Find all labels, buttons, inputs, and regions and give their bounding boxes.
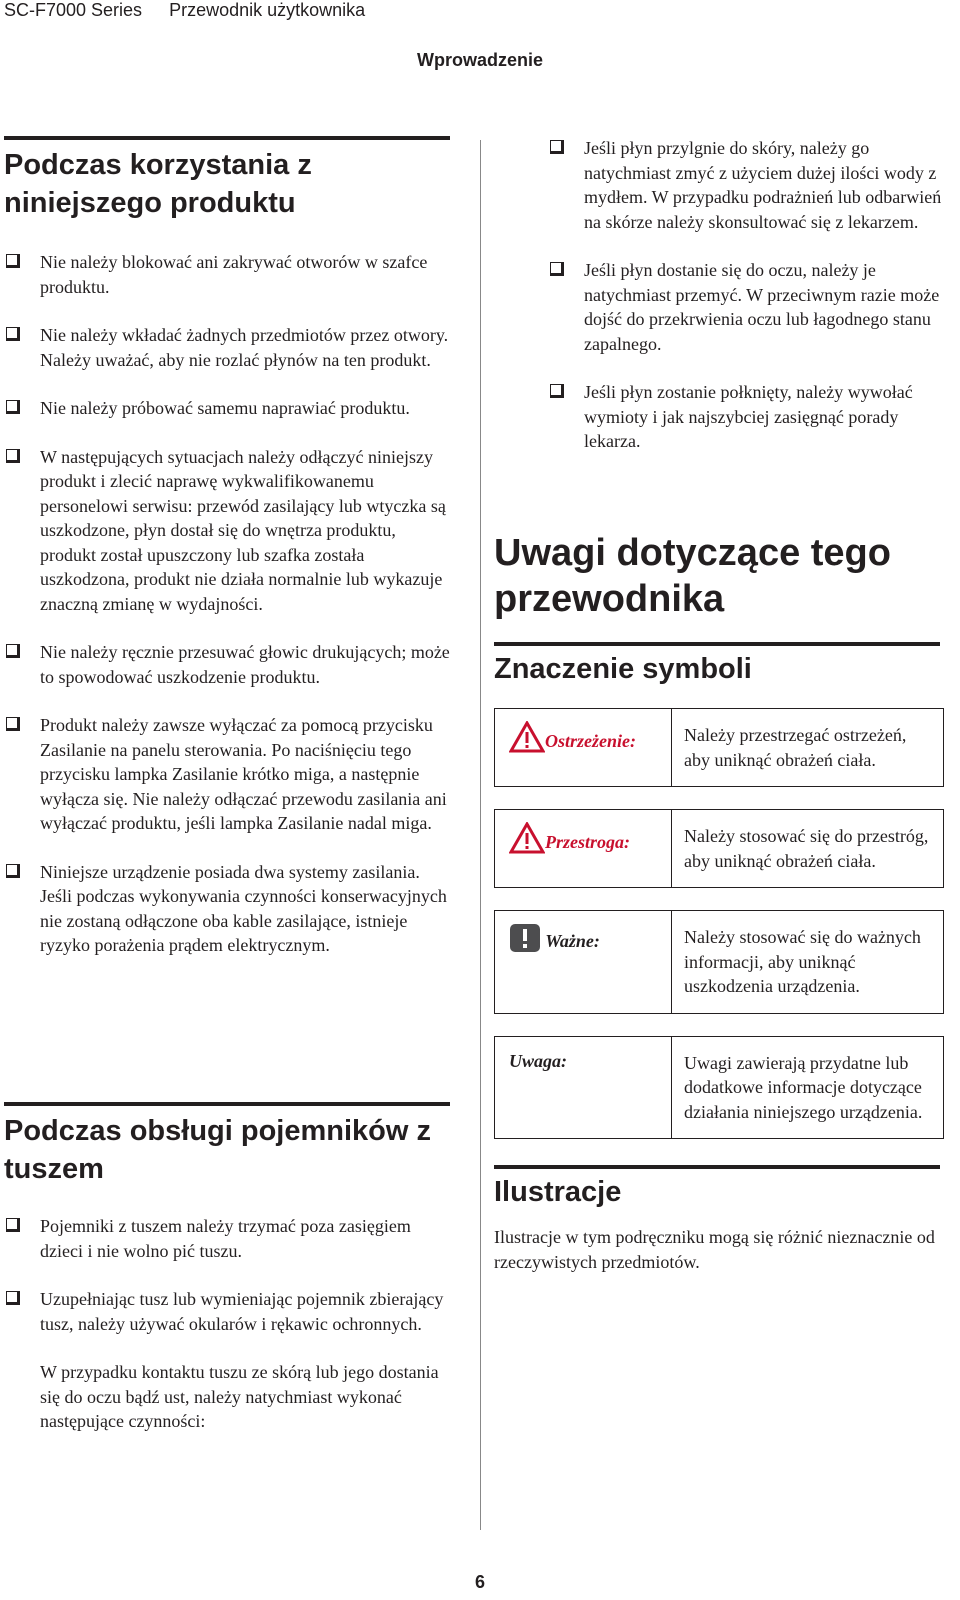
symbol-label: Uwaga:	[509, 1050, 567, 1071]
list-item: Nie należy blokować ani zakrywać otworów w szafce produktu.	[4, 250, 450, 299]
heading-guide-notes: Uwagi dotyczące tego przewodnika	[494, 532, 891, 620]
symbol-table-note	[494, 1036, 944, 1140]
checkbox-bullet-icon	[550, 262, 564, 276]
heading-symbols: Znaczenie symboli	[494, 642, 940, 688]
list-item: Pojemniki z tuszem należy trzymać poza zasięgiem dzieci i nie wolno pić tuszu.	[4, 1214, 450, 1263]
exclamation-box-icon	[509, 923, 541, 953]
list-item: Nie należy ręcznie przesuwać głowic drukujących; może to spowodować uszkodzenie produktu.	[4, 640, 450, 689]
heading-using-product: Podczas korzystania z niniejszego produktu	[4, 136, 450, 222]
symbol-description: Należy stosować się do ważnych informacji, aby uniknąć uszkodzenia urządzenia.	[672, 911, 944, 1014]
checkbox-bullet-icon	[550, 384, 564, 398]
symbol-description: Należy stosować się do przestróg, aby uniknąć obrażeń ciała.	[672, 810, 944, 888]
checkbox-bullet-icon	[6, 717, 20, 731]
left-column	[4, 136, 450, 982]
ink-contact-paragraph: W przypadku kontaktu tuszu ze skórą lub jego dostania się do oczu bądź ust, należy natychmiast wykonać następujące czynności:	[40, 1362, 439, 1431]
list-item: Jeśli płyn przylgnie do skóry, należy go natychmiast zmyć z użyciem dużej ilości wody z mydłem. W przypadku podrażnień lub odbarwień na skórze należy skonsultować się z lekarzem.	[548, 136, 942, 234]
page-number: 6	[474, 1572, 485, 1592]
symbol-cell	[495, 1036, 672, 1139]
checkbox-bullet-icon	[6, 449, 20, 463]
list-item: Nie należy próbować samemu naprawiać produktu.	[4, 396, 450, 421]
right-column	[494, 530, 940, 1274]
list-item: Niniejsze urządzenie posiada dwa systemy zasilania. Jeśli podczas wykonywania czynności konserwacyjnych nie zostaną odłączone oba kable zasilające, istnieje ryzyko porażenia prądem elektrycznym.	[4, 860, 450, 958]
section-title: Wprowadzenie	[416, 50, 543, 70]
checkbox-bullet-icon	[6, 254, 20, 268]
symbol-cell	[495, 709, 672, 787]
symbol-label: Ważne:	[545, 931, 600, 951]
checkbox-bullet-icon	[6, 1291, 20, 1305]
checkbox-bullet-icon	[6, 1218, 20, 1232]
symbol-table-important	[494, 910, 944, 1014]
symbol-description: Należy przestrzegać ostrzeżeń, aby uniknąć obrażeń ciała.	[672, 709, 944, 787]
right-column-list	[548, 136, 942, 478]
symbol-label: Przestroga:	[545, 832, 630, 852]
left-column-ink	[4, 1102, 450, 1434]
list-item: W następujących sytuacjach należy odłączyć niniejszy produkt i zlecić naprawę wykwalifikowanemu personelowi serwisu: przewód zasilający lub wtyczka są uszkodzone, płyn dostał się do wnętrza produktu, produkt został upuszczony lub szafka została uszkodzona, produkt nie działa normalnie lub wykazuje znaczną zmianę w wydajności.	[4, 445, 450, 617]
list-item: Nie należy wkładać żadnych przedmiotów przez otwory. Należy uważać, aby nie rozlać płynów na ten produkt.	[4, 323, 450, 372]
list-item: Produkt należy zawsze wyłączać za pomocą przycisku Zasilanie na panelu sterowania. Po naciśnięciu tego przycisku lampka Zasilanie krótko miga, a następnie wyłącza się. Nie należy odłączać przewodu zasilania ani wyłączać produktu, jeśli lampka Zasilanie nadal miga.	[4, 713, 450, 836]
checkbox-bullet-icon	[6, 864, 20, 878]
list-item: Jeśli płyn dostanie się do oczu, należy je natychmiast przemyć. W przeciwnym razie może dojść do przekrwienia oczu lub łagodnego stanu zapalnego.	[548, 258, 942, 356]
heading-ink-containers: Podczas obsługi pojemników z tuszem	[4, 1102, 450, 1188]
symbol-cell	[495, 810, 672, 888]
product-name: SC-F7000 Series	[4, 0, 143, 20]
checkbox-bullet-icon	[6, 400, 20, 414]
symbol-table-warning	[494, 708, 944, 787]
heading-illustrations: Ilustracje	[494, 1165, 940, 1211]
illustrations-text: Ilustracje w tym podręczniku mogą się różnić nieznacznie od rzeczywistych przedmiotów.	[494, 1227, 935, 1272]
checkbox-bullet-icon	[6, 327, 20, 341]
warning-triangle-icon	[509, 822, 545, 854]
running-header	[4, 0, 387, 21]
symbol-label: Ostrzeżenie:	[545, 731, 636, 751]
symbol-description: Uwagi zawierają przydatne lub dodatkowe informacje dotyczące działania niniejszego urządzenia.	[672, 1036, 944, 1139]
list-item: Jeśli płyn zostanie połknięty, należy wywołać wymioty i jak najszybciej zasięgnąć porady lekarza.	[548, 380, 942, 454]
column-divider	[480, 140, 481, 1530]
symbol-table-caution	[494, 809, 944, 888]
list-item: Uzupełniając tusz lub wymieniając pojemnik zbierający tusz, należy używać okularów i rękawic ochronnych.	[4, 1287, 450, 1336]
checkbox-bullet-icon	[550, 140, 564, 154]
using-product-list	[4, 250, 450, 958]
ink-list	[4, 1214, 450, 1336]
guide-name: Przewodnik użytkownika	[169, 0, 366, 20]
symbol-cell	[495, 911, 672, 1014]
warning-triangle-icon	[509, 721, 545, 753]
checkbox-bullet-icon	[6, 644, 20, 658]
first-aid-list	[548, 136, 942, 454]
